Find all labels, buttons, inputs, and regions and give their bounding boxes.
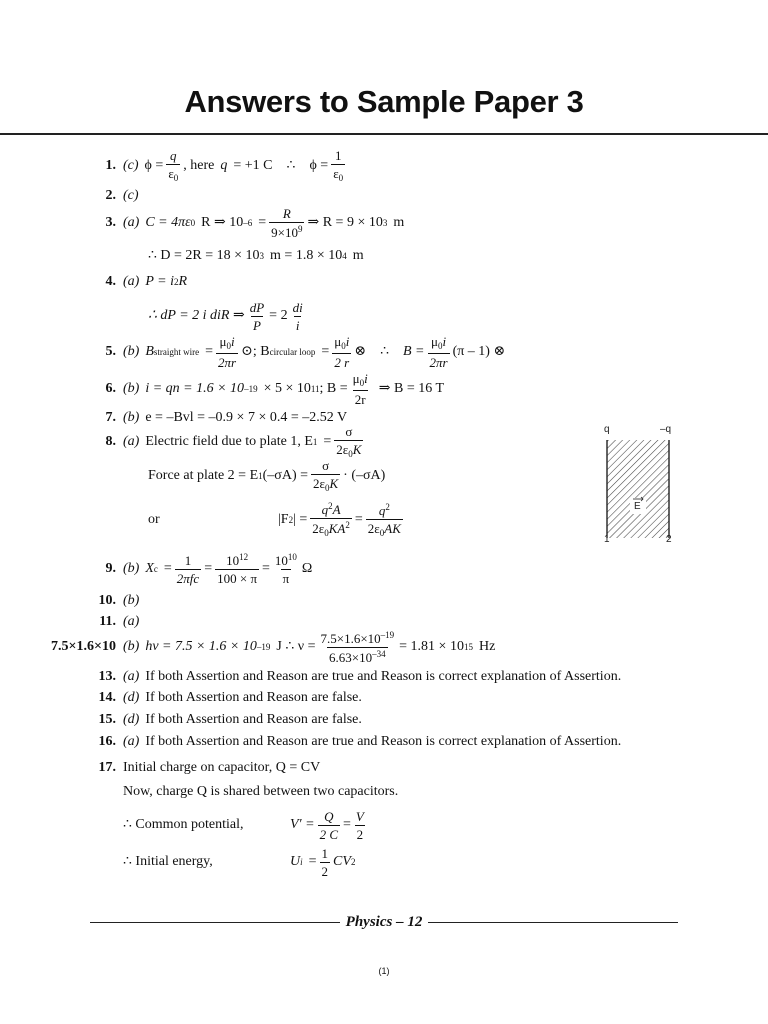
title-rule [0,133,768,135]
footer [90,910,678,934]
fraction: $\frac{1}{\varepsilon_0}$ [333,148,344,183]
page-title: Answers to Sample Paper 3 [184,84,584,119]
capacitor-plates-figure: q –q E 1 2 [598,424,678,546]
field-label: E [634,501,641,512]
page-number: (1) [378,966,390,976]
footer-rule-left [90,922,340,923]
footer-label: Physics – 12 [345,913,423,930]
answer-content: (c) ϕ = $\frac{q}{\varepsilon_0}$ , here q = +1 C ∴ ϕ = $\frac{1}{\varepsilon_0}$ [123,148,344,183]
answer-number: 1. [105,158,116,173]
fraction: $\frac{q}{\varepsilon_0}$ [168,148,179,183]
footer-rule-right [428,922,678,923]
hatched-region [598,436,678,546]
